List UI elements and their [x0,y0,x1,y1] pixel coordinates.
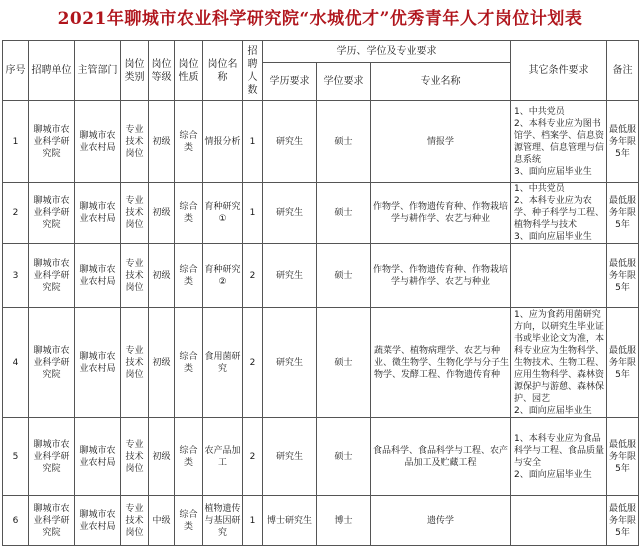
table-row [3,244,639,308]
cell-unit: 聊城市农业科学研究院 [29,308,75,418]
cell-other: 1、中共党员 2、本科专业应为图书馆学、档案学、信息资源管理、信息管理与信息系统 3、面向应届毕业生 [511,101,607,183]
cell-dept: 聊城市农业农村局 [75,101,121,183]
table-body [3,101,639,546]
cell-post-name: 植物遗传与基因研究 [203,496,243,546]
cell-degree: 硕士 [317,308,371,418]
header-post-level: 岗位等级 [149,41,175,101]
cell-post-nature: 综合类 [175,244,203,308]
cell-count: 2 [243,244,263,308]
cell-edu: 研究生 [263,183,317,244]
cell-edu: 博士研究生 [263,496,317,546]
cell-note: 最低服务年限5年 [607,418,639,496]
cell-post-name: 育种研究① [203,183,243,244]
cell-post-level: 初级 [149,418,175,496]
cell-seq: 6 [3,496,29,546]
cell-other: 1、本科专业应为食品科学与工程、食品质量与安全 2、面向应届毕业生 [511,418,607,496]
cell-post-type: 专业技术岗位 [121,101,149,183]
cell-note: 最低服务年限5年 [607,496,639,546]
cell-note: 最低服务年限5年 [607,101,639,183]
cell-post-level: 初级 [149,101,175,183]
cell-other: 1、中共党员 2、本科专业应为农学、种子科学与工程、植物科学与技术 3、面向应届毕业生 [511,183,607,244]
header-edu: 学历要求 [263,63,317,101]
cell-post-name: 育种研究② [203,244,243,308]
cell-degree: 硕士 [317,418,371,496]
cell-major: 蔬菜学、植物病理学、农艺与种业、微生物学、生物化学与分子生物学、发酵工程、作物遗传育种 [371,308,511,418]
cell-seq: 4 [3,308,29,418]
header-note: 备注 [607,41,639,101]
cell-post-nature: 综合类 [175,183,203,244]
cell-dept: 聊城市农业农村局 [75,308,121,418]
cell-unit: 聊城市农业科学研究院 [29,496,75,546]
header-post-type: 岗位类别 [121,41,149,101]
cell-other: 1、应为食药用菌研究方向，以研究生毕业证书或毕业论文为准，本科专业应为生物科学、生物技术、生物工程、应用生物科学、森林资源保护与游憩、森林保护、园艺 2、面向应届毕业生 [511,308,607,418]
table-row [3,496,639,546]
table-row [3,308,639,418]
cell-major: 作物学、作物遗传育种、作物栽培学与耕作学、农艺与种业 [371,183,511,244]
cell-unit: 聊城市农业科学研究院 [29,418,75,496]
cell-major: 食品科学、食品科学与工程、农产品加工及贮藏工程 [371,418,511,496]
cell-edu: 研究生 [263,418,317,496]
cell-post-level: 初级 [149,183,175,244]
cell-count: 1 [243,496,263,546]
cell-edu: 研究生 [263,101,317,183]
header-other: 其它条件要求 [511,41,607,101]
cell-major: 情报学 [371,101,511,183]
cell-unit: 聊城市农业科学研究院 [29,101,75,183]
cell-seq: 5 [3,418,29,496]
cell-post-name: 食用菌研究 [203,308,243,418]
cell-count: 2 [243,418,263,496]
cell-post-level: 初级 [149,308,175,418]
table-row [3,183,639,244]
cell-count: 1 [243,101,263,183]
header-major: 专业名称 [371,63,511,101]
header-count: 招聘人数 [243,41,263,101]
cell-post-nature: 综合类 [175,496,203,546]
cell-dept: 聊城市农业农村局 [75,244,121,308]
header-post-name: 岗位名称 [203,41,243,101]
cell-major: 遗传学 [371,496,511,546]
cell-degree: 硕士 [317,244,371,308]
cell-note: 最低服务年限5年 [607,244,639,308]
cell-degree: 博士 [317,496,371,546]
cell-post-type: 专业技术岗位 [121,418,149,496]
table-row [3,418,639,496]
cell-post-nature: 综合类 [175,308,203,418]
cell-post-level: 初级 [149,244,175,308]
cell-post-type: 专业技术岗位 [121,244,149,308]
table-header [3,41,639,101]
page-title: 2021年聊城市农业科学研究院“水城优才”优秀青年人才岗位计划表 [57,9,583,29]
cell-dept: 聊城市农业农村局 [75,496,121,546]
cell-seq: 1 [3,101,29,183]
header-dept: 主管部门 [75,41,121,101]
header-degree: 学位要求 [317,63,371,101]
header-unit: 招聘单位 [29,41,75,101]
cell-unit: 聊城市农业科学研究院 [29,244,75,308]
cell-other [511,496,607,546]
cell-post-nature: 综合类 [175,101,203,183]
cell-degree: 硕士 [317,101,371,183]
cell-dept: 聊城市农业农村局 [75,183,121,244]
cell-note: 最低服务年限5年 [607,183,639,244]
cell-count: 2 [243,308,263,418]
cell-post-type: 专业技术岗位 [121,496,149,546]
cell-dept: 聊城市农业农村局 [75,418,121,496]
cell-major: 作物学、作物遗传育种、作物栽培学与耕作学、农艺与种业 [371,244,511,308]
cell-unit: 聊城市农业科学研究院 [29,183,75,244]
table-row [3,101,639,183]
cell-other [511,244,607,308]
cell-seq: 2 [3,183,29,244]
cell-post-name: 情报分析 [203,101,243,183]
cell-post-type: 专业技术岗位 [121,308,149,418]
header-seq: 序号 [3,41,29,101]
header-post-nature: 岗位性质 [175,41,203,101]
header-requirements-group: 学历、学位及专业要求 [263,41,511,63]
cell-edu: 研究生 [263,244,317,308]
cell-degree: 硕士 [317,183,371,244]
job-plan-table [2,40,639,546]
cell-post-type: 专业技术岗位 [121,183,149,244]
cell-count: 1 [243,183,263,244]
cell-edu: 研究生 [263,308,317,418]
cell-post-nature: 综合类 [175,418,203,496]
cell-note: 最低服务年限5年 [607,308,639,418]
cell-post-name: 农产品加工 [203,418,243,496]
cell-seq: 3 [3,244,29,308]
cell-post-level: 中级 [149,496,175,546]
